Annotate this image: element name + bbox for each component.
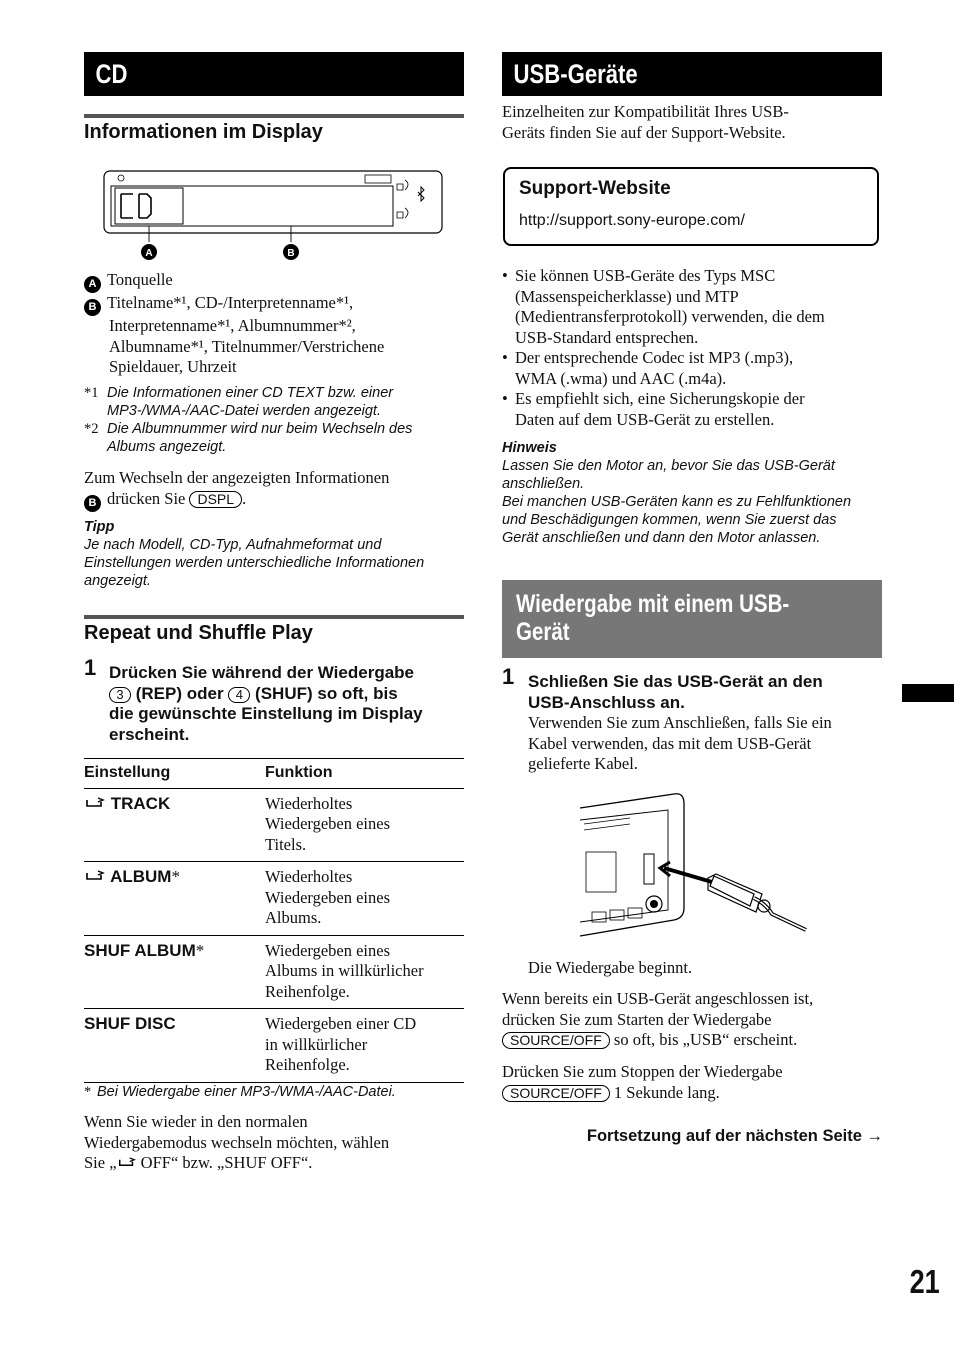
setting-name: SHUF ALBUM	[84, 940, 196, 960]
switch-info-end: .	[242, 488, 247, 508]
function-line: Reihenfolge.	[265, 1055, 350, 1074]
already-line2: drücken Sie zum Starten der Wiedergabe	[502, 1009, 772, 1029]
stop-line1: Drücken Sie zum Stoppen der Wiedergabe	[502, 1062, 783, 1081]
step-shuf-text: (SHUF) so oft, bis	[255, 683, 398, 703]
usb-bullet-list	[502, 266, 882, 430]
return-line3-start: Sie „	[84, 1153, 117, 1172]
table-row	[84, 1009, 464, 1083]
function-line: Albums.	[265, 908, 322, 927]
arrow-right-icon: →	[866, 1127, 883, 1145]
support-title: Support-Website	[519, 178, 671, 199]
step-line4: erscheint.	[109, 724, 190, 744]
usb-step-body1: Verwenden Sie zum Anschließen, falls Sie ein	[528, 713, 832, 732]
footnote-1-line2: MP3-/WMA-/AAC-Datei werden angezeigt.	[107, 403, 381, 419]
tip-box	[84, 518, 464, 590]
display-legend	[84, 270, 464, 378]
table-row	[84, 862, 464, 936]
table-row	[84, 788, 464, 862]
playback-begins-text: Die Wiedergabe beginnt.	[528, 958, 693, 977]
support-url-link[interactable]: http://support.sony-europe.com/	[519, 212, 745, 229]
tip-line3: angezeigt.	[84, 573, 151, 589]
function-line: Wiedergeben eines	[265, 814, 391, 833]
display-panel-drawing	[103, 170, 443, 260]
bullet-line: Daten auf dem USB-Gerät zu erstellen.	[515, 409, 775, 429]
function-line: Reihenfolge.	[265, 981, 350, 1001]
note-line4: und Beschädigungen kommen, wenn Sie zuerst das	[502, 512, 837, 528]
usb-step-line1: Schließen Sie das USB-Gerät an den	[528, 672, 823, 691]
bullet-line: • Es empfiehlt sich, eine Sicherungskopie der	[515, 389, 805, 408]
note-line1: Lassen Sie den Motor an, bevor Sie das USB-Gerät	[502, 458, 835, 474]
support-website-box	[503, 167, 879, 246]
return-line3-end: OFF“ bzw. „SHUF OFF“.	[136, 1153, 313, 1172]
playback-title-line2: Gerät	[516, 618, 570, 646]
setting-name: SHUF DISC	[84, 1014, 176, 1033]
usb-step-line2: USB-Anschluss an.	[528, 692, 685, 712]
already-line1: Wenn bereits ein USB-Gerät angeschlossen ist,	[502, 989, 814, 1008]
step-rep-text: (REP) oder	[135, 683, 224, 703]
legend-b-line4: Spieldauer, Uhrzeit	[109, 357, 237, 376]
page-number-text: 21	[909, 1263, 940, 1300]
return-line2: Wiedergabemodus wechseln möchten, wählen	[84, 1132, 390, 1152]
return-line1: Wenn Sie wieder in den normalen	[84, 1112, 308, 1131]
list-item	[502, 389, 882, 430]
setting-star: *	[171, 867, 180, 886]
bullet-line: (Medientransferprotokoll) verwenden, die dem	[515, 307, 825, 326]
section-title-usb: USB-Geräte	[513, 59, 638, 89]
section-header-playback	[502, 580, 882, 658]
settings-table	[84, 758, 464, 1083]
legend-b-line2: Interpretenname*¹, Albumnummer*²,	[109, 316, 356, 335]
key-4: 4	[228, 687, 250, 703]
already-line3: so oft, bis „USB“ erscheint.	[613, 1030, 798, 1049]
continued-text: Fortsetzung auf der nächsten Seite	[586, 1127, 862, 1145]
bullet-line: (Massenspeicherklasse) und MTP	[515, 286, 739, 306]
switch-info-paragraph	[84, 468, 464, 512]
table-header-row	[84, 759, 464, 789]
function-line: in willkürlicher	[265, 1034, 368, 1054]
function-line: Wiederholtes	[265, 867, 353, 886]
table-note-text: Bei Wiedergabe einer MP3-/WMA-/AAC-Datei.	[97, 1084, 396, 1100]
usb-step-body3: gelieferte Kabel.	[528, 754, 638, 773]
return-paragraph	[84, 1112, 464, 1174]
legend-b-line1: Titelname*¹, CD-/Interpretenname*¹,	[107, 293, 354, 312]
repeat-step-1	[109, 663, 469, 745]
dspl-key: DSPL	[189, 491, 242, 508]
switch-info-line2: drücken Sie	[107, 488, 186, 508]
tip-label: Tipp	[84, 519, 115, 535]
divider	[84, 615, 464, 619]
usb-step-1-title	[528, 672, 882, 713]
setting-name: TRACK	[110, 793, 171, 813]
function-line: Wiedergeben eines	[265, 887, 391, 907]
table-footnote	[84, 1083, 464, 1101]
note-line3: Bei manchen USB-Geräten kann es zu Fehlfunktionen	[502, 494, 852, 510]
legend-a-text: Tonquelle	[107, 270, 173, 289]
step-line3: die gewünschte Einstellung im Display	[109, 704, 423, 723]
function-line: Titels.	[265, 834, 307, 854]
source-off-key: SOURCE/OFF	[502, 1085, 610, 1102]
marker-a: A	[84, 276, 101, 293]
section-title-cd: CD	[95, 59, 128, 89]
note-label: Hinweis	[502, 440, 557, 456]
bullet-line: USB-Standard entsprechen.	[515, 327, 699, 347]
marker-b: B	[84, 299, 101, 316]
table-row	[84, 935, 464, 1009]
repeat-icon	[84, 796, 106, 810]
function-line: Wiederholtes	[265, 793, 353, 813]
footnote-2-line2: Albums angezeigt.	[107, 439, 227, 455]
repeat-icon	[117, 1156, 137, 1169]
section-header-cd	[84, 52, 464, 96]
function-line: Albums in willkürlicher	[265, 961, 424, 980]
function-line: Wiedergeben einer CD	[265, 1014, 417, 1033]
footnote-1-line1: Die Informationen einer CD TEXT bzw. einer	[107, 385, 394, 401]
function-line: Wiedergeben eines	[265, 940, 391, 960]
key-3: 3	[109, 687, 131, 703]
already-connected-paragraph	[502, 989, 882, 1051]
page-number	[880, 1262, 940, 1302]
tip-line2: Einstellungen werden unterschiedliche Informationen	[84, 555, 425, 571]
note-box	[502, 439, 882, 547]
source-off-key: SOURCE/OFF	[502, 1032, 610, 1049]
stop-line2: 1 Sekunde lang.	[613, 1082, 720, 1102]
step-number: 1	[84, 655, 97, 680]
col-header-einstellung: Einstellung	[84, 759, 265, 789]
intro-line2: Geräts finden Sie auf der Support-Website.	[502, 122, 786, 142]
note-line5: Gerät anschließen und dann den Motor anlassen.	[502, 530, 821, 546]
tip-line1: Je nach Modell, CD-Typ, Aufnahmeformat und	[84, 537, 382, 553]
bullet-line: WMA (.wma) und AAC (.m4a).	[515, 368, 727, 388]
usb-connection-drawing	[578, 790, 810, 940]
usb-step-1-body	[528, 713, 882, 775]
continued-notice	[533, 1126, 883, 1147]
step-line1: Drücken Sie während der Wiedergabe	[109, 663, 414, 682]
list-item	[502, 266, 882, 348]
repeat-icon	[84, 869, 106, 883]
step-number: 1	[502, 664, 515, 689]
switch-info-line1: Zum Wechseln der angezeigten Informationen	[84, 468, 390, 487]
callout-b-label: B	[287, 248, 295, 259]
marker-b-inline: B	[84, 495, 101, 512]
divider	[84, 114, 464, 118]
bullet-line: • Sie können USB-Geräte des Typs MSC	[515, 266, 776, 285]
footnote-2-line1: Die Albumnummer wird nur beim Wechseln des	[107, 421, 413, 437]
intro-line1: Einzelheiten zur Kompatibilität Ihres USB-	[502, 102, 789, 121]
usb-intro	[502, 102, 882, 143]
callout-a-label: A	[145, 248, 153, 259]
repeat-heading: Repeat und Shuffle Play	[84, 622, 313, 644]
bullet-line: • Der entsprechende Codec ist MP3 (.mp3),	[515, 348, 794, 367]
footnotes	[84, 384, 464, 458]
side-thumb-tab	[902, 684, 954, 702]
section-header-usb	[502, 52, 882, 96]
list-item	[502, 348, 882, 389]
table-note-mark: *	[84, 1084, 92, 1100]
display-panel-illustration	[103, 170, 443, 259]
stop-paragraph	[502, 1062, 882, 1103]
footnote-2-mark: *2	[84, 421, 99, 437]
playback-title-line1: Wiedergabe mit einem USB-	[516, 590, 790, 618]
setting-star: *	[195, 940, 205, 960]
usb-connection-illustration	[578, 790, 810, 940]
setting-name: ALBUM	[110, 867, 172, 886]
note-line2: anschließen.	[502, 476, 585, 492]
col-header-funktion: Funktion	[265, 759, 464, 789]
display-heading: Informationen im Display	[84, 121, 323, 143]
usb-step-body2: Kabel verwenden, das mit dem USB-Gerät	[528, 733, 812, 753]
footnote-1-mark: *1	[84, 385, 99, 401]
legend-b-line3: Albumname*¹, Titelnummer/Verstrichene	[109, 336, 385, 356]
